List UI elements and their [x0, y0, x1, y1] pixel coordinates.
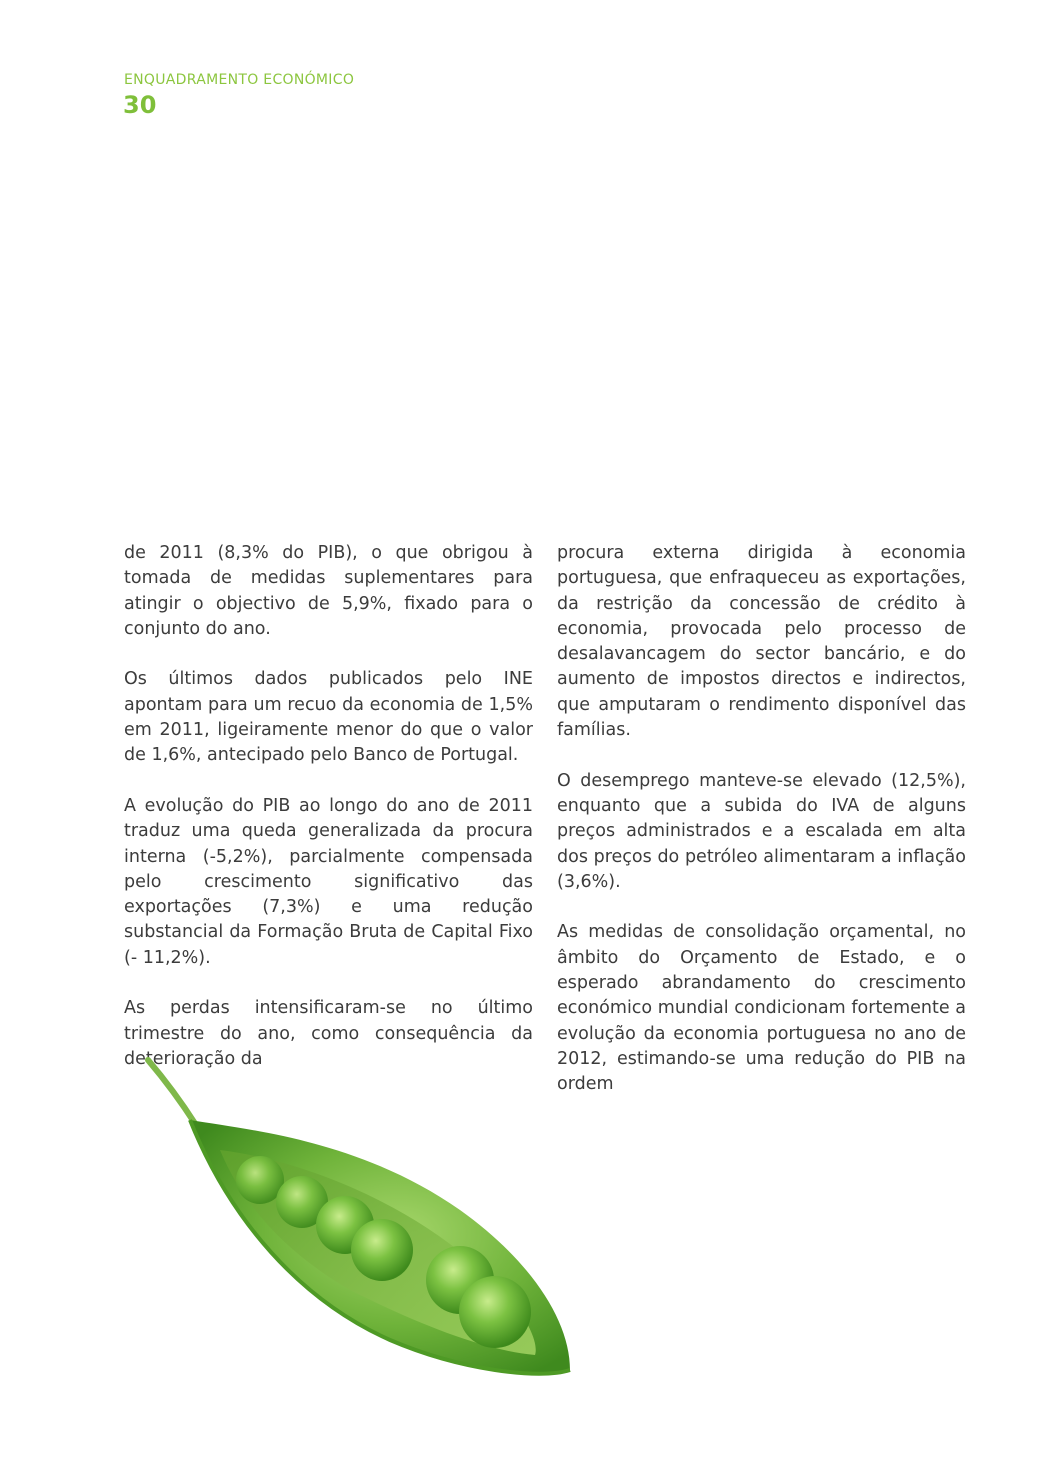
text-column-left [124, 541, 533, 1072]
page-number: 30 [123, 91, 157, 119]
paragraph: procura externa dirigida à economia portuguesa, que enfraqueceu as exportações, da restrição da concessão de crédito à economia, provocada pelo processo de desalavancagem do sector bancário, e do aumento de impostos directos e indirectos, que amputaram o rendimento disponível das famílias. [557, 543, 966, 741]
paragraph: As medidas de consolidação orçamental, no âmbito do Orçamento de Estado, e o esperado abrandamento do crescimento económico mundial condicionam fortemente a evolução da economia portuguesa no ano de 2012, estimando-se uma redução do PIB na ordem [557, 922, 966, 1095]
section-label: ENQUADRAMENTO ECONÓMICO [124, 72, 355, 88]
paragraph: O desemprego manteve-se elevado (12,5%), enquanto que a subida do IVA de alguns preços administrados e a escalada em alta dos preços do petróleo alimentaram a inflação (3,6%). [557, 770, 966, 892]
pea [459, 1276, 531, 1348]
paragraph: A evolução do PIB ao longo do ano de 2011 traduz uma queda generalizada da procura interna (-5,2%), parcialmente compensada pelo crescimento significativo das exportações (7,3%) e uma redução substancial da Formação Bruta de Capital Fixo (- 11,2%). [124, 795, 533, 968]
pea-pod-illustration [130, 1050, 590, 1410]
pod-stem [148, 1060, 196, 1125]
paragraph: de 2011 (8,3% do PIB), o que obrigou à tomada de medidas suplementares para atingir o objectivo de 5,9%, fixado para o conjunto do ano. [124, 543, 533, 639]
pea [351, 1219, 413, 1281]
paragraph: Os últimos dados publicados pelo INE apontam para um recuo da economia de 1,5% em 2011, ligeiramente menor do que o valor de 1,6%, antecipado pelo Banco de Portugal. [124, 669, 533, 766]
paragraph: As perdas intensificaram-se no último trimestre do ano, como consequência da deterioração da [124, 998, 533, 1069]
text-column-right [557, 541, 966, 1098]
